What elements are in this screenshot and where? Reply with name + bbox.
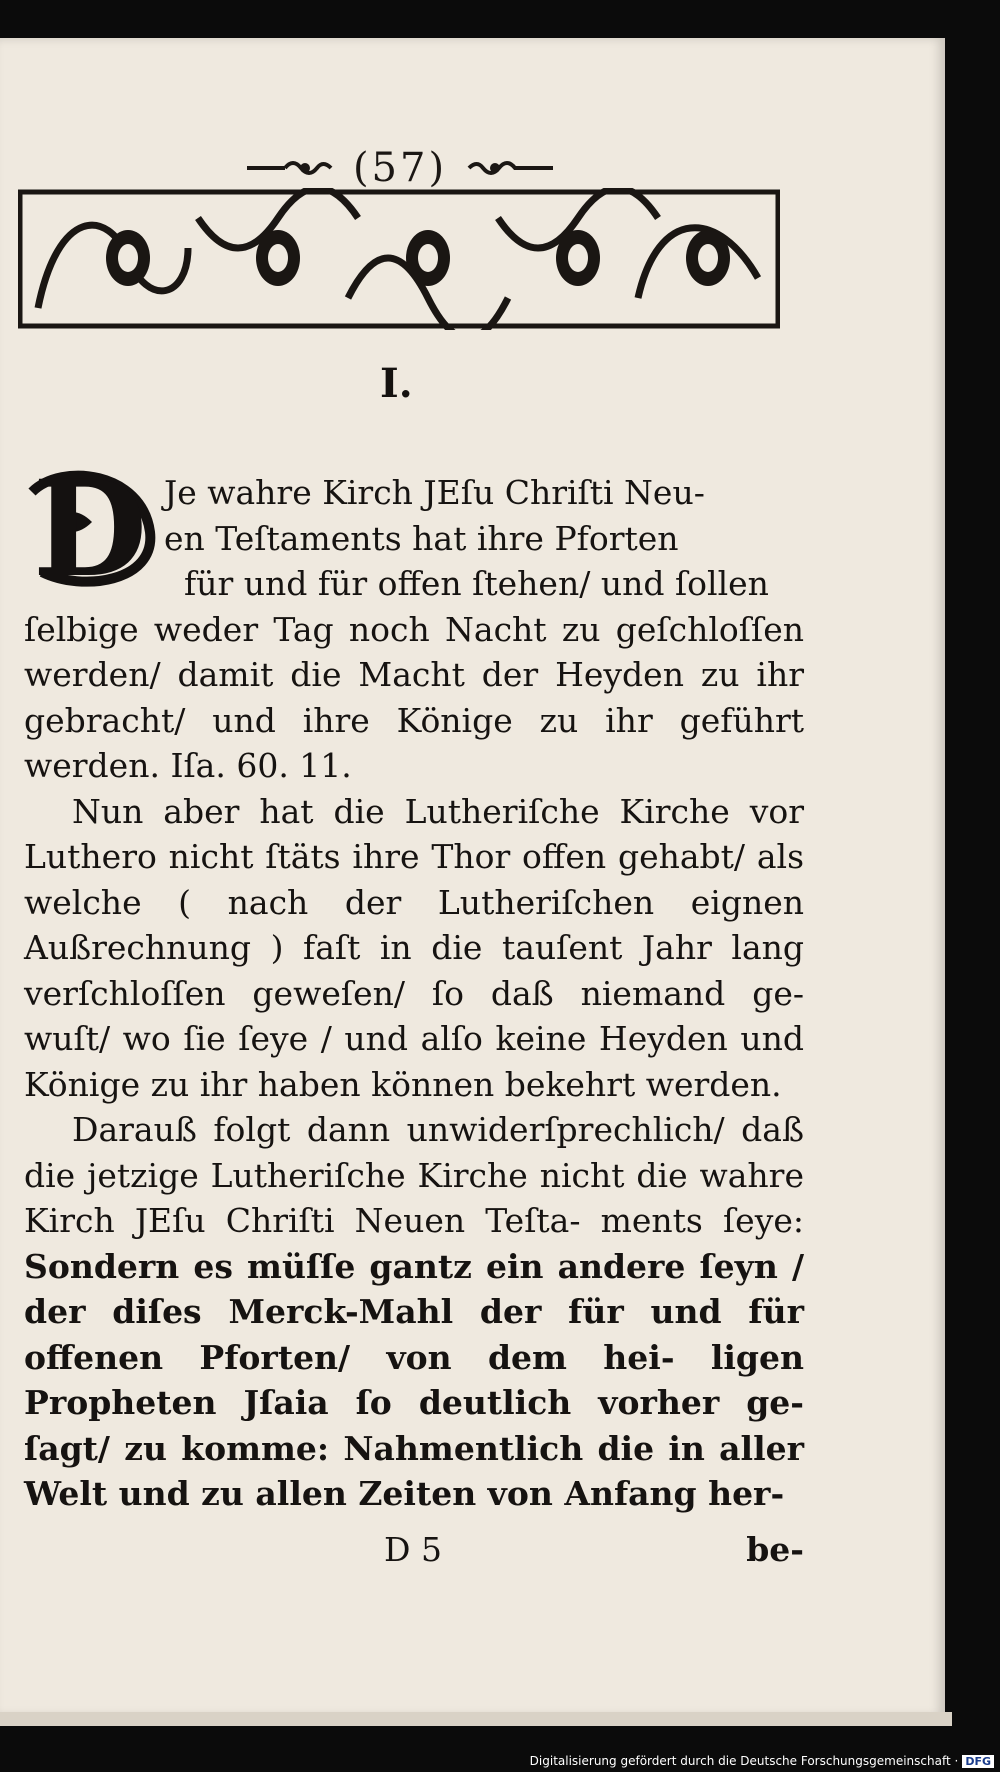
paragraph-1-rest: ſelbige weder Tag noch Nacht zu geſchloſſen werden/ damit die Macht der Heyden zu ihr gebracht/ und ihre Könige zu ihr geführt werden. Iſa. 60. 11. xyxy=(24,609,804,785)
paragraph-1-line-3: für und für offen ſtehen/ und ſollen xyxy=(184,564,769,603)
right-ornament xyxy=(465,157,555,179)
initial-letter: D xyxy=(32,452,148,607)
signature-mark: D 5 xyxy=(384,1530,442,1569)
page-edge xyxy=(0,1712,952,1726)
paragraph-3-normal: Darauß folgt dann unwiderſprechlich/ daß die jetzige Lutheriſche Kirche nicht die wahre Kirch JEſu Chriſti Neuen Teſta- ments ſeye: xyxy=(24,1110,804,1240)
page-number: (57) xyxy=(352,145,448,191)
page-footer xyxy=(24,1530,804,1580)
section-number: I. xyxy=(380,360,413,407)
left-ornament xyxy=(245,157,335,179)
paragraph-3 xyxy=(24,1107,804,1517)
paragraph-2: Nun aber hat die Lutheriſche Kirche vor Luthero nicht ſtäts ihre Thor offen gehabt/ als welche ( nach der Lutheriſchen eignen Außrechnung ) faſt in die tauſent Jahr lang verſchloſſen geweſen/ ſo daß niemand ge- wuſt/ wo ſie ſeye / und alſo keine Heyden und Könige zu ihr haben können bekehrt werden. xyxy=(24,791,804,1104)
paragraph-1-line-2: en Teſtaments hat ihre Pforten xyxy=(164,518,679,558)
paragraph-1-line-1: Je wahre Kirch JEſu Chriſti Neu- xyxy=(164,473,705,512)
paragraph-1 xyxy=(24,470,804,789)
dfg-logo: DFG xyxy=(962,1755,994,1768)
body-text xyxy=(24,470,804,1517)
digitization-credit xyxy=(530,1754,994,1768)
catchword: be- xyxy=(746,1530,804,1569)
decorative-headpiece xyxy=(18,188,780,330)
credit-text: Digitalisierung gefördert durch die Deutsche Forschungsgemeinschaft · xyxy=(529,1754,959,1768)
paragraph-3-bold: Sondern es müſſe gantz ein andere ſeyn / der diſes Merck-Mahl der für und für offenen Pforten/ von dem hei- ligen Propheten Jſaia ſo deutlich vorher ge- ſagt/ zu komme: Nahmentlich die in aller Welt und zu allen Zeiten von Anfang her- xyxy=(24,1246,804,1513)
